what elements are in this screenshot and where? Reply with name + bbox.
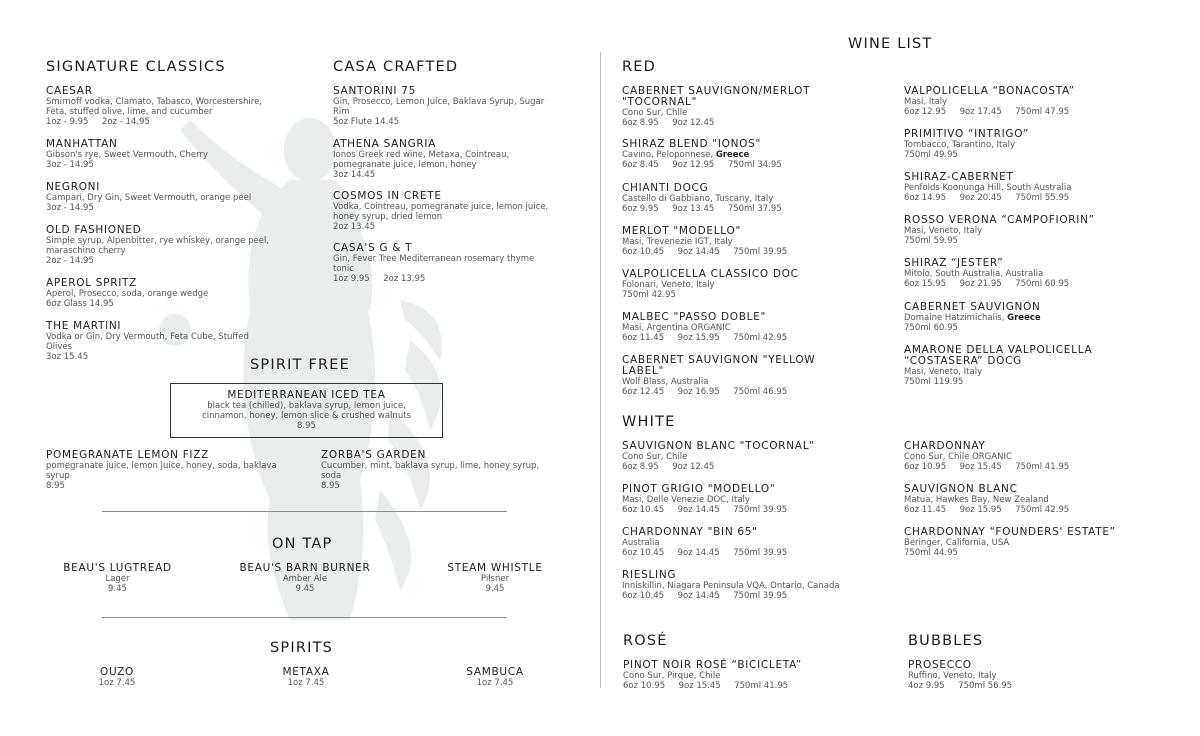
wine-name: RIESLING bbox=[622, 569, 677, 581]
item-desc: Simple syrup, Alpenbitter, rye whiskey, orange peel, maraschino cherry bbox=[46, 236, 270, 256]
wine-item bbox=[622, 527, 892, 558]
menu-item-the-martini bbox=[46, 321, 326, 362]
section-heading-signature-classics: SIGNATURE CLASSICS bbox=[46, 59, 226, 75]
wine-origin: Masi, Veneto, Italy bbox=[904, 226, 983, 236]
divider-rule bbox=[102, 617, 507, 618]
page-divider bbox=[600, 52, 601, 688]
wine-name: SAUVIGNON BLANC bbox=[904, 483, 1018, 495]
item-desc: Vodka or Gin, Dry Vermouth, Feta Cube, Stuffed Olives bbox=[46, 332, 249, 352]
wine-origin: Wolf Blass, Australia bbox=[622, 377, 709, 387]
wine-origin: Matua, Hawkes Bay, New Zealand bbox=[904, 495, 1049, 505]
item-desc: Campari, Dry Gin, Sweet Vermouth, orange peel bbox=[46, 193, 252, 203]
featured-item-box bbox=[170, 383, 443, 438]
menu-item-cosmos-in-crete bbox=[333, 191, 593, 232]
item-desc: Vodka, Cointreau, pomegranate juice, lemon juice, honey syrup, dried lemon bbox=[333, 202, 549, 222]
wine-origin: Masi, Trevenezie IGT, Italy bbox=[622, 237, 733, 247]
wine-item bbox=[904, 129, 1174, 160]
wine-price: 750ml 119.95 bbox=[904, 377, 964, 387]
item-price: 1oz 9.95 2oz 13.95 bbox=[333, 274, 426, 284]
wine-origin: Beringer, California, USA bbox=[904, 538, 1010, 548]
item-price: 2oz - 14.95 bbox=[46, 256, 94, 266]
wine-name: CHARDONNAY "BIN 65" bbox=[622, 526, 758, 538]
wine-name: CHIANTI DOCG bbox=[622, 182, 709, 194]
section-heading-casa-crafted: CASA CRAFTED bbox=[333, 59, 459, 75]
wine-item bbox=[622, 570, 892, 601]
wine-origin-bold: Greece bbox=[715, 150, 750, 160]
wine-name: PROSECCO bbox=[908, 659, 972, 671]
wine-item bbox=[904, 527, 1174, 558]
wine-origin: Cono Sur, Chile ORGANIC bbox=[904, 452, 1012, 462]
wine-item bbox=[623, 660, 893, 691]
menu-item-pomegranate-lemon-fizz bbox=[46, 450, 311, 491]
item-name: ZORBA'S GARDEN bbox=[321, 449, 427, 461]
section-heading-spirits: SPIRITS bbox=[270, 640, 334, 656]
wine-name: PINOT NOIR ROSÉ “BICICLETA” bbox=[623, 659, 802, 671]
wine-name: VALPOLICELLA CLASSICO DOC bbox=[622, 268, 799, 280]
beer-item-steam-whistle bbox=[420, 563, 570, 594]
section-heading-bubbles: BUBBLES bbox=[908, 633, 984, 649]
wine-item bbox=[622, 269, 892, 300]
wine-item bbox=[622, 139, 892, 170]
wine-item bbox=[904, 302, 1174, 333]
item-name: MEDITERRANEAN ICED TEA bbox=[227, 389, 386, 401]
item-name: CAESAR bbox=[46, 85, 93, 97]
wine-price: 6oz 10.95 9oz 15.45 750ml 41.95 bbox=[623, 681, 789, 691]
item-price: 3oz - 14.95 bbox=[46, 203, 94, 213]
item-name: BEAU'S LUGTREAD bbox=[63, 562, 172, 574]
wine-origin: Ruffino, Veneto, Italy bbox=[908, 671, 997, 681]
item-price: 1oz 7.45 bbox=[476, 678, 514, 688]
wine-price: 6oz 12.95 9oz 17.45 750ml 47.95 bbox=[904, 107, 1070, 117]
item-price: 1oz 7.45 bbox=[287, 678, 325, 688]
item-desc: Ionos Greek red wine, Metaxa, Cointreau, pomegranate juice, lemon, honey bbox=[333, 150, 510, 170]
wine-origin-text: Domaine Hatzimichalis, bbox=[904, 313, 1008, 323]
menu-item-manhattan bbox=[46, 139, 326, 170]
item-name: OUZO bbox=[99, 666, 135, 678]
item-desc: Cucumber, mint, baklava syrup, lime, honey syrup, soda bbox=[321, 461, 540, 481]
wine-origin: Masi, Argentina ORGANIC bbox=[622, 323, 731, 333]
item-price: 5oz Flute 14.45 bbox=[333, 117, 400, 127]
item-name: APEROL SPRITZ bbox=[46, 277, 137, 289]
item-style: Amber Ale bbox=[282, 574, 328, 584]
wine-item bbox=[904, 441, 1174, 472]
wine-item bbox=[904, 258, 1174, 289]
item-name: CASA'S G & T bbox=[333, 242, 413, 254]
wine-origin: Australia bbox=[622, 538, 660, 548]
item-desc: Gibson's rye, Sweet Vermouth, Cherry bbox=[46, 150, 208, 160]
item-price: 8.95 bbox=[321, 481, 340, 491]
wine-price: 6oz 8.95 9oz 12.45 bbox=[622, 462, 715, 472]
menu-item-athena-sangria bbox=[333, 139, 593, 180]
wine-name: SAUVIGNON BLANC "TOCORNAL" bbox=[622, 440, 815, 452]
wine-price: 4oz 9.95 750ml 56.95 bbox=[908, 681, 1013, 691]
item-price: 9.45 bbox=[295, 584, 315, 594]
wine-origin bbox=[622, 150, 892, 160]
wine-name: CABERNET SAUVIGNON bbox=[904, 301, 1041, 313]
item-name: THE MARTINI bbox=[46, 320, 122, 332]
wine-item bbox=[622, 183, 892, 214]
wine-name: SHIRAZ BLEND "IONOS" bbox=[622, 138, 762, 150]
wine-name: MERLOT "MODELLO" bbox=[622, 225, 741, 237]
menu-item-casas-g-and-t bbox=[333, 243, 593, 284]
wine-item bbox=[908, 660, 1178, 691]
wine-price: 6oz 15.95 9oz 21.95 750ml 60.95 bbox=[904, 279, 1070, 289]
wine-origin: Masi, Veneto, Italy bbox=[904, 367, 983, 377]
wine-name: CABERNET SAUVIGNON/MERLOT "TOCORNAL" bbox=[622, 85, 811, 108]
wine-item bbox=[904, 172, 1174, 203]
beer-item-lugtread bbox=[40, 563, 195, 594]
item-name: STEAM WHISTLE bbox=[447, 562, 543, 574]
wine-price: 750ml 59.95 bbox=[904, 236, 958, 246]
item-name: NEGRONI bbox=[46, 181, 101, 193]
item-desc: Aperol, Prosecco, soda, orange wedge bbox=[46, 289, 209, 299]
wine-item bbox=[622, 86, 892, 128]
wine-origin: Cono Sur, Chile bbox=[622, 108, 688, 118]
item-name: COSMOS IN CRETE bbox=[333, 190, 442, 202]
item-name: SANTORINI 75 bbox=[333, 85, 417, 97]
wine-price: 6oz 10.95 9oz 15.45 750ml 41.95 bbox=[904, 462, 1070, 472]
wine-price: 6oz 12.45 9oz 16.95 750ml 46.95 bbox=[622, 387, 788, 397]
item-price: 1oz 7.45 bbox=[98, 678, 136, 688]
item-name: POMEGRANATE LEMON FIZZ bbox=[46, 449, 210, 461]
item-price: 3oz 14.45 bbox=[333, 170, 376, 180]
wine-origin: Masi, Delle Venezie DOC, Italy bbox=[622, 495, 750, 505]
wine-price: 6oz 8.45 9oz 12.95 750ml 34.95 bbox=[622, 160, 782, 170]
wine-price: 6oz 10.45 9oz 14.45 750ml 39.95 bbox=[622, 548, 788, 558]
wine-name: SHIRAZ “JESTER” bbox=[904, 257, 1004, 269]
divider-rule bbox=[102, 511, 507, 512]
menu-item-aperol-spritz bbox=[46, 278, 326, 309]
item-name: SAMBUCA bbox=[466, 666, 524, 678]
wine-origin: Masi, Italy bbox=[904, 97, 948, 107]
spirit-item-ouzo bbox=[67, 667, 167, 688]
item-price: 9.45 bbox=[485, 584, 505, 594]
item-name: METAXA bbox=[282, 666, 330, 678]
item-desc: black tea (chilled), baklava syrup, lemon juice, cinnamon, honey, lemon slice & crushed walnuts bbox=[202, 401, 411, 421]
wine-price: 6oz 10.45 9oz 14.45 750ml 39.95 bbox=[622, 247, 788, 257]
item-price: 3oz 15.45 bbox=[46, 352, 89, 362]
wine-origin: Folonari, Veneto, Italy bbox=[622, 280, 715, 290]
item-desc: Smirnoff vodka, Clamato, Tabasco, Worcestershire, Feta, stuffed olive, lime, and cucumber bbox=[46, 97, 262, 117]
wine-name: PRIMITIVO “INTRIGO” bbox=[904, 128, 1030, 140]
wine-name: CABERNET SAUVIGNON "YELLOW LABEL" bbox=[622, 354, 816, 377]
beer-item-barn-burner bbox=[225, 563, 385, 594]
wine-origin: Castello di Gabbiano, Tuscany, Italy bbox=[622, 194, 774, 204]
wine-item bbox=[904, 215, 1174, 246]
wine-price: 750ml 60.95 bbox=[904, 323, 958, 333]
section-heading-spirit-free: SPIRIT FREE bbox=[250, 357, 350, 373]
item-price: 1oz - 9.95 2oz - 14.95 bbox=[46, 117, 150, 127]
wine-price: 750ml 44.95 bbox=[904, 548, 958, 558]
wine-item bbox=[904, 86, 1174, 117]
menu-item-santorini-75 bbox=[333, 86, 593, 127]
wine-price: 6oz 11.45 9oz 15.95 750ml 42.95 bbox=[904, 505, 1070, 515]
wine-origin: Cono Sur, Chile bbox=[622, 452, 688, 462]
menu-item-zorbas-garden bbox=[321, 450, 591, 491]
section-heading-white: WHITE bbox=[622, 414, 676, 430]
item-desc: Gin, Prosecco, Lemon Juice, Baklava Syrup, Sugar Rim bbox=[333, 97, 545, 117]
item-style: Pilsner bbox=[480, 574, 510, 584]
wine-price: 6oz 10.45 9oz 14.45 750ml 39.95 bbox=[622, 591, 788, 601]
wine-item bbox=[622, 226, 892, 257]
item-desc: pomegranate juice, lemon juice, honey, soda, baklava syrup bbox=[46, 461, 277, 481]
wine-origin: Cono Sur, Pirque, Chile bbox=[623, 671, 721, 681]
wine-origin: Inniskillin, Niagara Peninsula VQA, Ontario, Canada bbox=[622, 581, 840, 591]
wine-item bbox=[622, 312, 892, 343]
wine-price: 6oz 9.95 9oz 13.45 750ml 37.95 bbox=[622, 204, 782, 214]
wine-name: CHARDONNAY bbox=[904, 440, 986, 452]
wine-item bbox=[622, 441, 892, 472]
item-price: 3oz - 14.95 bbox=[46, 160, 94, 170]
item-price: 9.45 bbox=[108, 584, 127, 594]
item-style: Lager bbox=[105, 574, 130, 584]
wine-item bbox=[904, 345, 1174, 387]
spirit-item-metaxa bbox=[256, 667, 356, 688]
wine-origin: Penfolds Koonunga Hill, South Australia bbox=[904, 183, 1072, 193]
section-heading-red: RED bbox=[622, 59, 657, 75]
menu-item-caesar bbox=[46, 86, 326, 127]
section-heading-rose: ROSÉ bbox=[623, 633, 668, 649]
wine-item bbox=[622, 484, 892, 515]
section-heading-on-tap: ON TAP bbox=[272, 536, 333, 552]
wine-price: 6oz 8.95 9oz 12.45 bbox=[622, 118, 715, 128]
item-price: 6oz Glass 14.95 bbox=[46, 299, 114, 309]
wine-origin-text: Cavino, Peloponnese, bbox=[622, 150, 716, 160]
spirit-item-sambuca bbox=[445, 667, 545, 688]
wine-price: 6oz 10.45 9oz 14.45 750ml 39.95 bbox=[622, 505, 788, 515]
wine-name: PINOT GRIGIO "MODELLO" bbox=[622, 483, 776, 495]
item-name: BEAU'S BARN BURNER bbox=[239, 562, 371, 574]
wine-list-title: WINE LIST bbox=[848, 36, 933, 52]
wine-price: 6oz 11.45 9oz 15.95 750ml 42.95 bbox=[622, 333, 788, 343]
wine-price: 6oz 14.95 9oz 20.45 750ml 55.95 bbox=[904, 193, 1070, 203]
wine-name: CHARDONNAY “FOUNDERS' ESTATE” bbox=[904, 526, 1116, 538]
wine-price: 750ml 42.95 bbox=[622, 290, 676, 300]
item-name: MANHATTAN bbox=[46, 138, 118, 150]
item-price: 8.95 bbox=[297, 421, 316, 431]
wine-name: VALPOLICELLA “BONACOSTA” bbox=[904, 85, 1075, 97]
menu-item-old-fashioned bbox=[46, 225, 326, 266]
wine-origin bbox=[904, 313, 1174, 323]
item-price: 2oz 13.45 bbox=[333, 222, 376, 232]
wine-item bbox=[904, 484, 1174, 515]
item-name: OLD FASHIONED bbox=[46, 224, 142, 236]
wine-origin-bold: Greece bbox=[1007, 313, 1041, 323]
wine-item bbox=[622, 355, 892, 397]
wine-name: AMARONE DELLA VALPOLICELLA “COSTASERA” DOCG bbox=[904, 344, 1093, 367]
item-price: 8.95 bbox=[46, 481, 65, 491]
wine-origin: Mitolo, South Australia, Australia bbox=[904, 269, 1044, 279]
wine-name: SHIRAZ-CABERNET bbox=[904, 171, 1014, 183]
wine-name: ROSSO VERONA “CAMPOFIORIN” bbox=[904, 214, 1095, 226]
wine-price: 750ml 49.95 bbox=[904, 150, 958, 160]
item-desc: Gin, Fever Tree Mediterranean rosemary thyme tonic bbox=[333, 254, 535, 274]
menu-item-negroni bbox=[46, 182, 326, 213]
item-name: ATHENA SANGRIA bbox=[333, 138, 437, 150]
wine-name: MALBEC "PASSO DOBLE" bbox=[622, 311, 767, 323]
wine-origin: Tombacco, Tarantino, Italy bbox=[904, 140, 1015, 150]
